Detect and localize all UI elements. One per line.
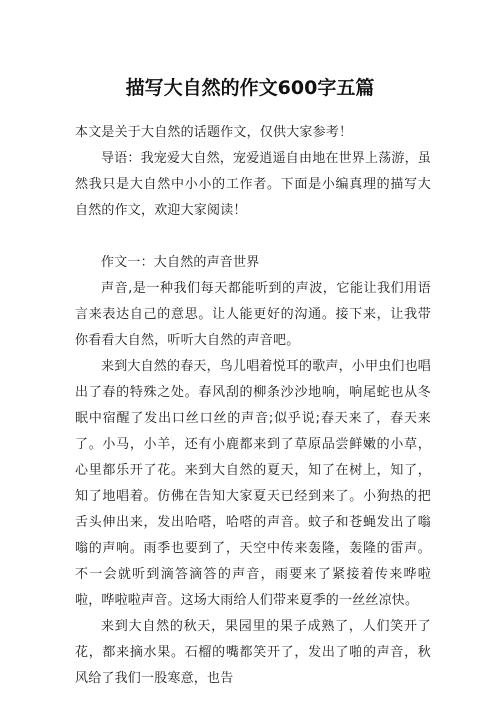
intro-paragraph: 本文是关于大自然的话题作文，仅供大家参考！	[75, 125, 353, 140]
document-body	[75, 120, 431, 692]
paragraph-spacer	[75, 224, 431, 250]
guide-paragraph: 导语：我宠爱大自然，宠爱逍遥自由地在世界上荡游，虽然我只是大自然中小小的工作者。下面是小编真理的描写大自然的作文，欢迎大家阅读！	[75, 151, 432, 218]
body-paragraph-3: 来到大自然的秋天，果园里的果子成熟了，人们笑开了花，都来摘水果。石榴的嘴都笑开了，发出了啪的声音，秋风给了我们一股寒意，也告	[75, 619, 431, 686]
body-paragraph-2: 来到大自然的春天，鸟儿唱着悦耳的歌声，小甲虫们也唱出了春的特殊之处。春风刮的柳条沙沙地响，响尾蛇也从冬眠中宿醒了发出口丝口丝的声音;似乎说;春天来了，春天来了。小马，小羊，还有小鹿都来到了草原品尝鲜嫩的小草，心里都乐开了花。来到大自然的夏天，知了在树上，知了，知了地唱着。仿佛在告知大家夏天已经到来了。小狗热的把舌头伸出来，发出哈嗒，哈嗒的声音。蚊子和苍蝇发出了嗡嗡的声响。雨季也要到了，天空中传来轰隆，轰隆的雷声。不一会就听到滴答滴答的声音，雨要来了紧接着传来哗啦啦，哗啦啦声音。这场大雨给人们带来夏季的一丝丝凉快。	[75, 359, 432, 608]
body-paragraph-1: 声音,是一种我们每天都能听到的声波，它能让我们用语言来表达自己的意思。让人能更好的沟通。接下来，让我带你看看大自然，听听大自然的声音吧。	[75, 281, 431, 348]
section-heading: 作文一：大自然的声音世界	[101, 255, 260, 270]
document-title: 描写大自然的作文600字五篇	[125, 77, 375, 99]
